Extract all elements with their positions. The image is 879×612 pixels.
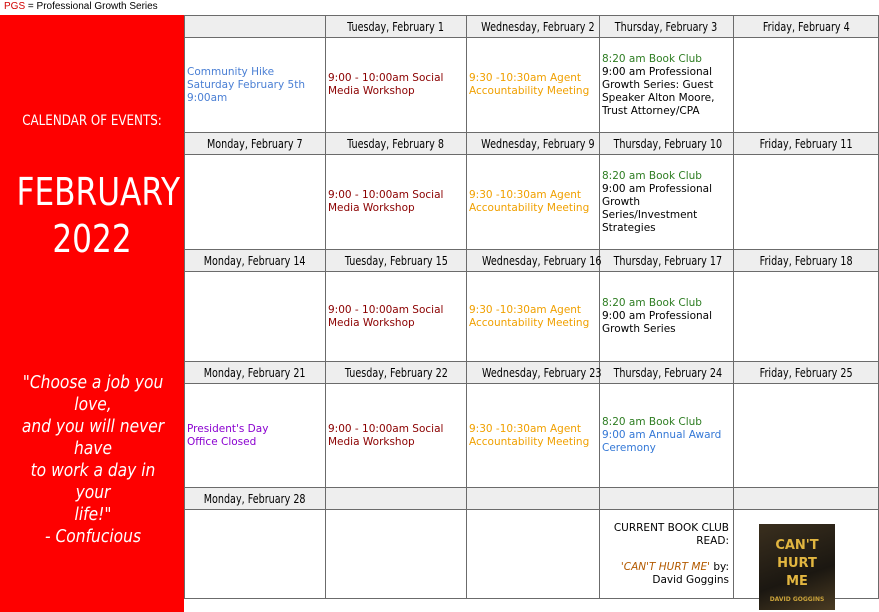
day-cell [600, 38, 734, 133]
legend-abbr: PGS [4, 1, 26, 12]
day-cell [185, 510, 326, 599]
day-cell [600, 384, 734, 488]
week-events-row [185, 272, 879, 362]
day-header: Wednesday, February 9 [467, 133, 600, 155]
day-cell [326, 38, 467, 133]
week-header-row [185, 133, 879, 155]
year: 2022 [52, 217, 132, 261]
cover-word: CAN'T [775, 538, 819, 553]
day-cell [467, 38, 600, 133]
day-cell [185, 384, 326, 488]
book-club-cell [600, 510, 734, 599]
quote-line: to work a day in your [30, 460, 156, 503]
day-cell [326, 272, 467, 362]
week-events-row [185, 384, 879, 488]
day-cell [185, 155, 326, 250]
quote-line: "Choose a job you love, [22, 372, 164, 415]
day-header: Friday, February 18 [734, 250, 879, 272]
quote-line: and you will never have [21, 416, 165, 459]
book-cover-image [759, 524, 835, 610]
week-events-row [185, 38, 879, 133]
legend [4, 1, 158, 12]
quote-attribution: - Confucious [44, 526, 142, 547]
quote [18, 372, 168, 548]
day-header: Wednesday, February 2 [467, 16, 600, 38]
day-cell [326, 155, 467, 250]
day-header: Friday, February 25 [734, 362, 879, 384]
day-header: Thursday, February 24 [600, 362, 734, 384]
quote-line: life!" [74, 504, 112, 525]
day-cell [734, 384, 879, 488]
event-professional-growth: 9:00 am Professional Growth Series [602, 310, 713, 335]
day-header [734, 488, 879, 510]
event-book-club: 8:20 am Book Club [602, 297, 702, 309]
event-book-club: 8:20 am Book Club [602, 169, 702, 182]
event-social-media-workshop: 9:00 - 10:00am Social Media Workshop [328, 303, 444, 329]
day-header: Tuesday, February 1 [326, 16, 467, 38]
day-cell [467, 510, 600, 599]
day-cell [185, 272, 326, 362]
book-club-info: CURRENT BOOK CLUB READ: 'CAN'T HURT ME' by: David Goggins [600, 522, 733, 587]
week-header-row [185, 250, 879, 272]
event-community-hike: Community Hike Saturday February 5th 9:00am [187, 65, 305, 104]
event-annual-award: 9:00 am Annual Award Ceremony [602, 429, 722, 454]
day-header: Friday, February 11 [734, 133, 879, 155]
day-header: Thursday, February 3 [600, 16, 734, 38]
week-header-row [185, 16, 879, 38]
event-presidents-day: President's Day Office Closed [187, 422, 269, 448]
day-cell [326, 384, 467, 488]
cover-word: ME [786, 574, 808, 589]
calendar-heading: CALENDAR OF EVENTS: [22, 113, 162, 129]
day-header [326, 488, 467, 510]
week-header-row [185, 362, 879, 384]
day-header: Tuesday, February 22 [326, 362, 467, 384]
month-name: FEBRUARY [16, 170, 181, 214]
cover-author: DAVID GOGGINS [769, 596, 825, 603]
day-header: Friday, February 4 [734, 16, 879, 38]
event-agent-accountability: 9:30 -10:30am Agent Accountability Meeting [469, 303, 590, 329]
event-book-club: 8:20 am Book Club [602, 416, 702, 428]
month-title [16, 169, 181, 263]
day-header: Monday, February 28 [185, 488, 326, 510]
day-header [185, 16, 326, 38]
day-header: Tuesday, February 15 [326, 250, 467, 272]
calendar-grid [184, 15, 879, 599]
book-title: 'CAN'T HURT ME' [620, 560, 710, 573]
event-social-media-workshop: 9:00 - 10:00am Social Media Workshop [328, 189, 444, 214]
event-agent-accountability: 9:30 -10:30am Agent Accountability Meeting [469, 189, 590, 214]
day-cell [600, 155, 734, 250]
cover-word: HURT [777, 556, 817, 571]
day-header: Monday, February 21 [185, 362, 326, 384]
event-professional-growth: 9:00 am Professional Growth Series: Guest Speaker Alton Moore, Trust Attorney/CPA [602, 65, 715, 117]
event-agent-accountability: 9:30 -10:30am Agent Accountability Meeting [469, 422, 590, 448]
day-cell [734, 155, 879, 250]
event-social-media-workshop: 9:00 - 10:00am Social Media Workshop [328, 72, 444, 97]
day-header: Monday, February 7 [185, 133, 326, 155]
event-book-club: 8:20 am Book Club [602, 52, 702, 65]
week-events-row [185, 155, 879, 250]
day-header: Wednesday, February 23 [467, 362, 600, 384]
day-header [600, 488, 734, 510]
day-cell [467, 272, 600, 362]
day-header: Thursday, February 17 [600, 250, 734, 272]
day-header: Wednesday, February 16 [467, 250, 600, 272]
legend-text: = Professional Growth Series [25, 1, 158, 12]
calendar-sidebar [0, 15, 184, 612]
day-cell [467, 384, 600, 488]
event-professional-growth: 9:00 am Professional Growth Series/Investment Strategies [602, 182, 713, 234]
day-header: Thursday, February 10 [600, 133, 734, 155]
day-cell [467, 155, 600, 250]
day-cell [734, 38, 879, 133]
day-cell [326, 510, 467, 599]
event-agent-accountability: 9:30 -10:30am Agent Accountability Meeting [469, 72, 590, 97]
event-social-media-workshop: 9:00 - 10:00am Social Media Workshop [328, 422, 444, 448]
day-cell [600, 272, 734, 362]
week-header-row [185, 488, 879, 510]
day-cell [734, 272, 879, 362]
day-header: Tuesday, February 8 [326, 133, 467, 155]
day-cell [185, 38, 326, 133]
day-header: Monday, February 14 [185, 250, 326, 272]
day-header [467, 488, 600, 510]
book-author: David Goggins [652, 573, 729, 586]
